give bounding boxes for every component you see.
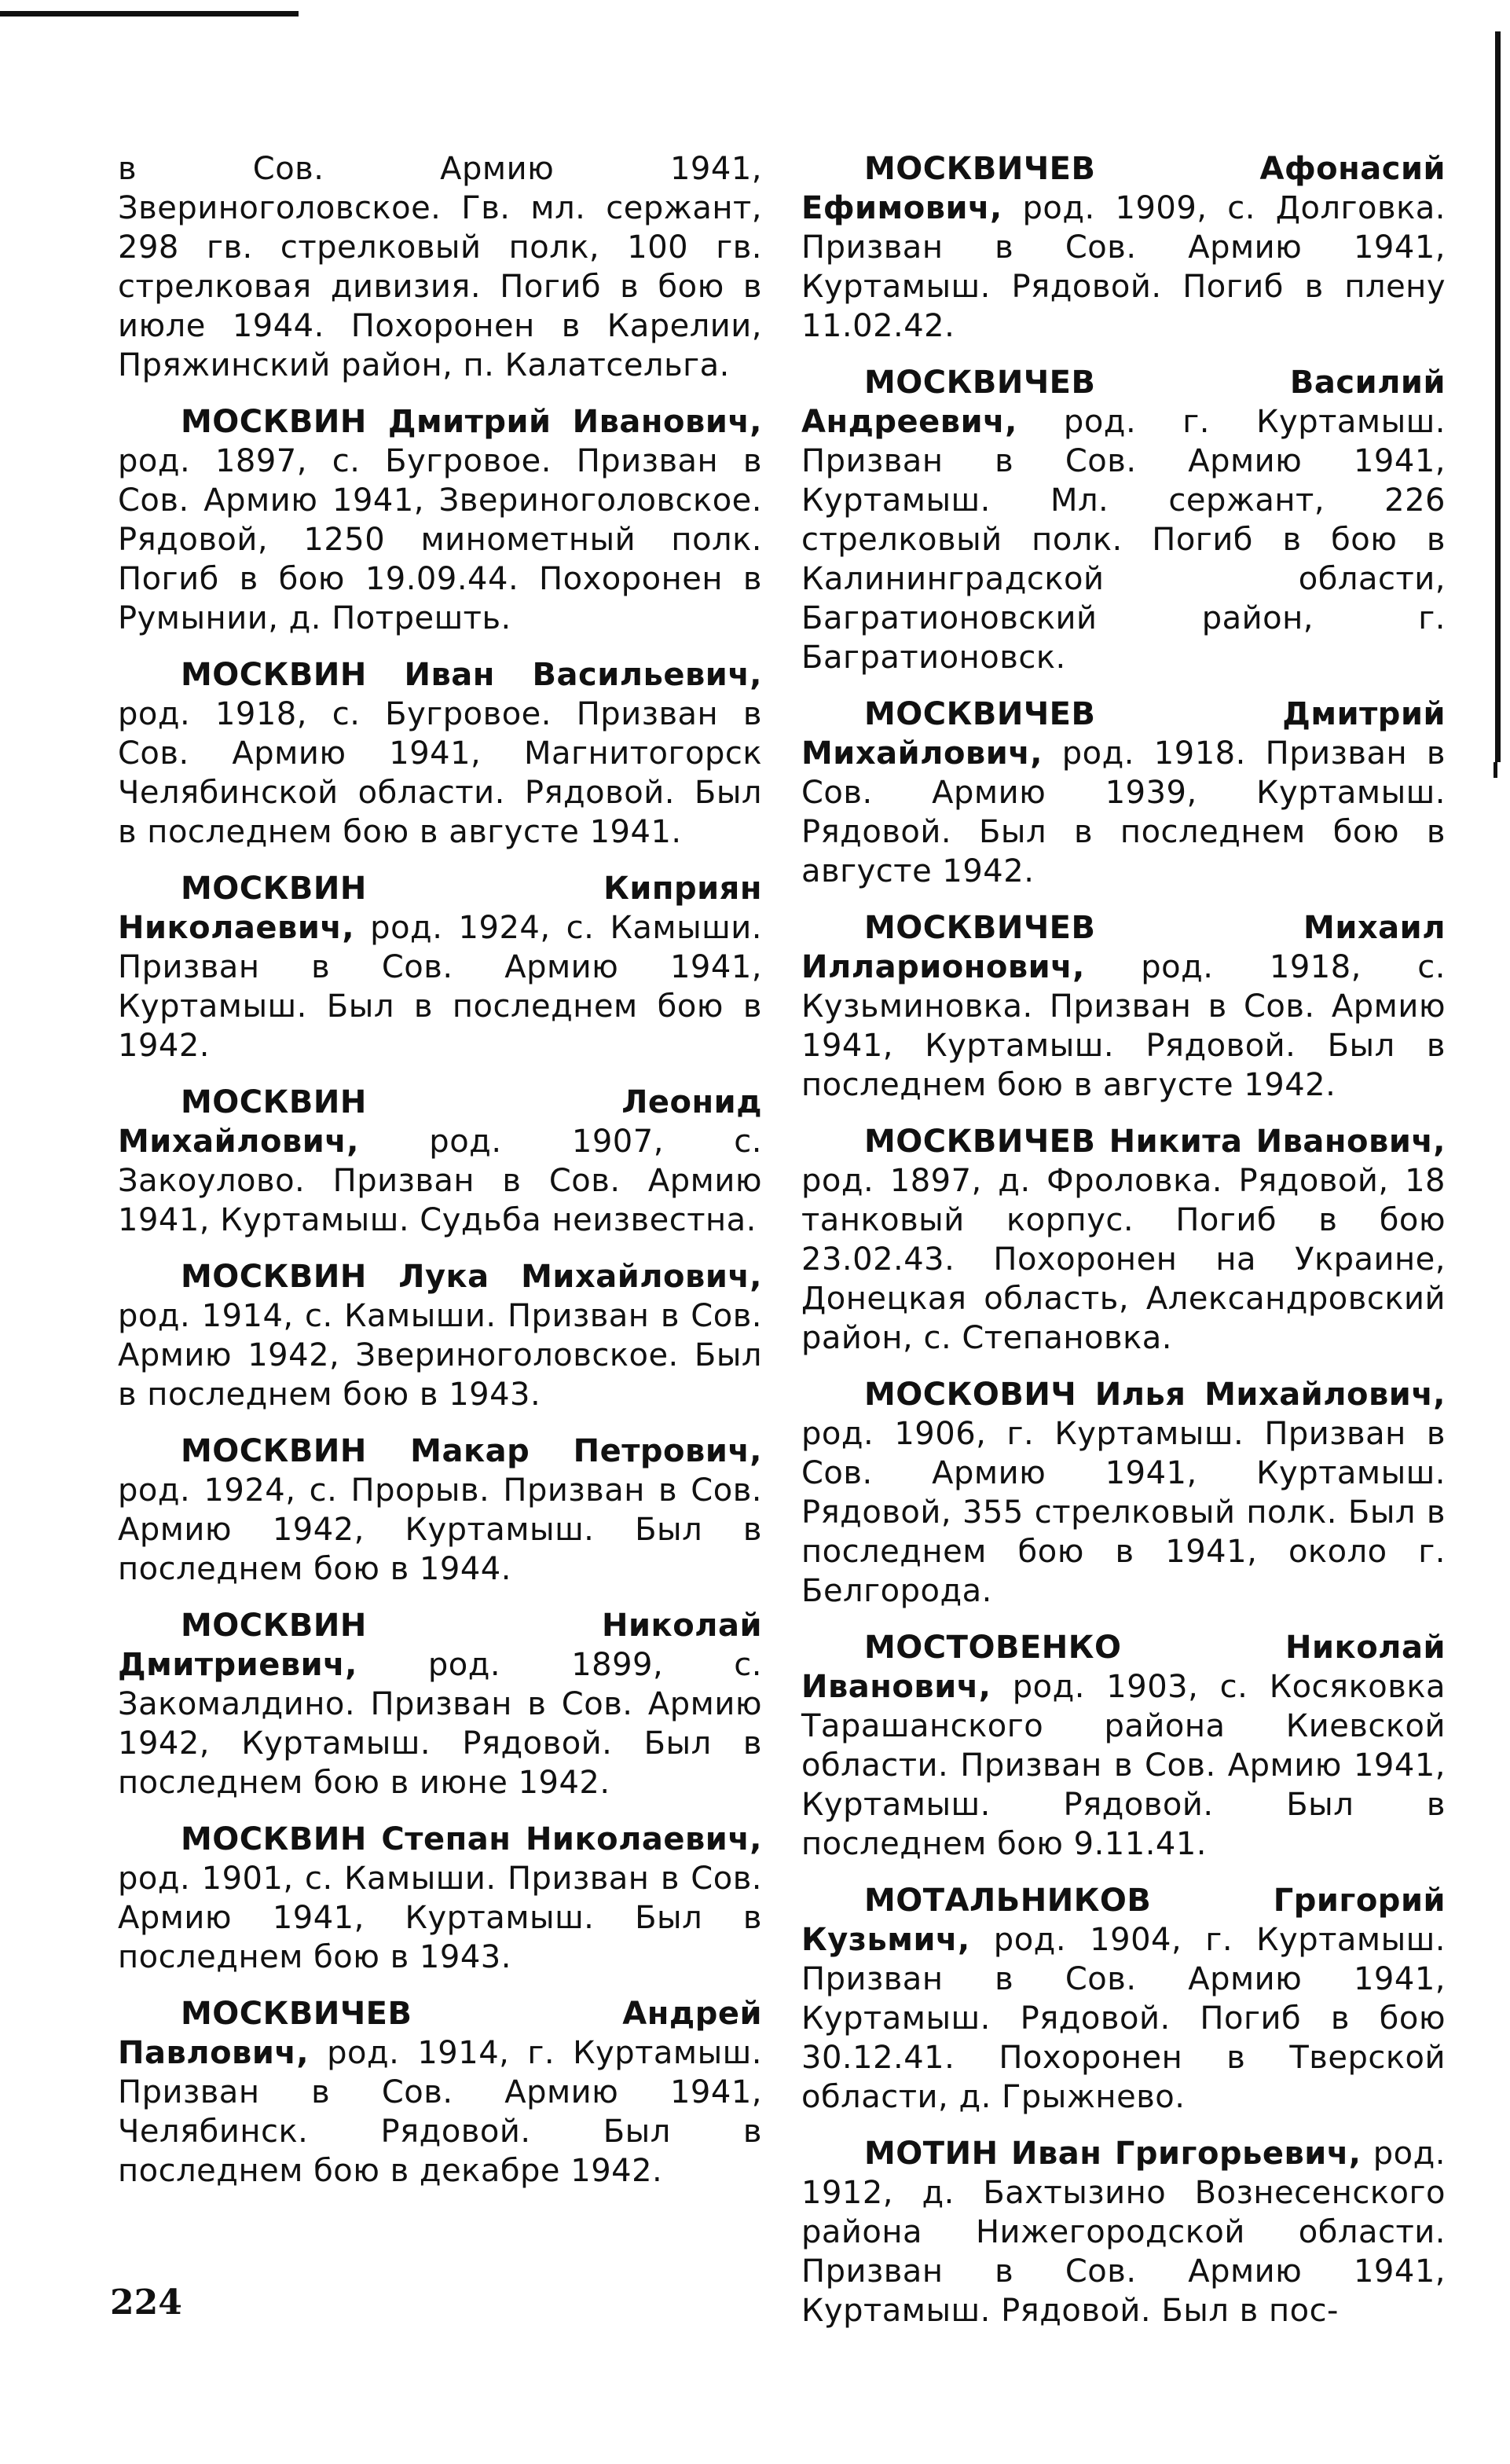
- entry: МОСКВИН Иван Васильевич, род. 1918, с. Бугровое. Призван в Сов. Армию 1941, Магнитогорск Челябинской области. Рядовой. Был в последнем бою в августе 1941.: [118, 657, 762, 850]
- entry: МОСКВИЧЕВ Никита Иванович, род. 1897, д. Фроловка. Рядовой, 18 танковый корпус. Погиб в бою 23.02.43. Похоронен на Украине, Донецкая область, Александровский район, с. Степановка.: [801, 1124, 1446, 1356]
- side-mark: [1494, 762, 1497, 778]
- page-number: 224: [110, 2282, 182, 2323]
- top-rule: [0, 11, 299, 16]
- right-column: [801, 149, 1446, 2348]
- entry: МОТАЛЬНИКОВ Григорий Кузьмич, род. 1904, г. Куртамыш. Призван в Сов. Армию 1941, Куртамыш. Рядовой. Погиб в бою 30.12.41. Похоронен в Тверской области, д. Грыжнево.: [801, 1883, 1446, 2115]
- entry: МОСКВИН Степан Николаевич, род. 1901, с. Камыши. Призван в Сов. Армию 1941, Куртамыш. Был в последнем бою в 1943.: [118, 1821, 762, 1975]
- entry: МОСКВИН Макар Петрович, род. 1924, с. Прорыв. Призван в Сов. Армию 1942, Куртамыш. Был в последнем бою в 1944.: [118, 1433, 762, 1587]
- left-column: [118, 149, 762, 2208]
- entry: МОСКВИН Леонид Михайлович, род. 1907, с. Закоулово. Призван в Сов. Армию 1941, Куртамыш. Судьба неизвестна.: [118, 1084, 762, 1238]
- side-rule: [1495, 31, 1501, 762]
- entry: МОСКВИЧЕВ Михаил Илларионович, род. 1918, с. Кузьминовка. Призван в Сов. Армию 1941, Куртамыш. Рядовой. Был в последнем бою в августе 1942.: [801, 910, 1446, 1103]
- entry: МОСКВИН Лука Михайлович, род. 1914, с. Камыши. Призван в Сов. Армию 1942, Звериноголовское. Был в последнем бою в 1943.: [118, 1259, 762, 1413]
- entry: МОСКОВИЧ Илья Михайлович, род. 1906, г. Куртамыш. Призван в Сов. Армию 1941, Куртамыш. Рядовой, 355 стрелковый полк. Был в последнем бою в 1941, около г. Белгорода.: [801, 1377, 1446, 1609]
- entry: МОСКВИЧЕВ Василий Андреевич, род. г. Куртамыш. Призван в Сов. Армию 1941, Куртамыш. Мл. сержант, 226 стрелковый полк. Погиб в бою в Калининградской области, Багратионовский район, г. Багратионовск.: [801, 365, 1446, 676]
- entry-continuation: в Сов. Армию 1941, Звериноголовское. Гв. мл. сержант, 298 гв. стрелковый полк, 100 гв. стрелковая дивизия. Погиб в бою в июле 1944. Похоронен в Карелии, Пряжинский район, п. Калатсельга.: [118, 151, 762, 383]
- entry: МОСКВИЧЕВ Дмитрий Михайлович, род. 1918. Призван в Сов. Армию 1939, Куртамыш. Рядовой. Был в последнем бою в августе 1942.: [801, 696, 1446, 889]
- entry: МОСКВИН Николай Дмитриевич, род. 1899, с. Закомалдино. Призван в Сов. Армию 1942, Куртамыш. Рядовой. Был в последнем бою в июне 1942.: [118, 1608, 762, 1801]
- entry: МОСКВИН Киприян Николаевич, род. 1924, с. Камыши. Призван в Сов. Армию 1941, Куртамыш. Был в последнем бою в 1942.: [118, 871, 762, 1064]
- entry: МОСТОВЕНКО Николай Иванович, род. 1903, с. Косяковка Тарашанского района Киевской области. Призван в Сов. Армию 1941, Куртамыш. Рядовой. Был в последнем бою 9.11.41.: [801, 1630, 1446, 1862]
- entry: МОСКВИЧЕВ Андрей Павлович, род. 1914, г. Куртамыш. Призван в Сов. Армию 1941, Челябинск. Рядовой. Был в последнем бою в декабре 1942.: [118, 1996, 762, 2189]
- entry: МОСКВИЧЕВ Афонасий Ефимович, род. 1909, с. Долговка. Призван в Сов. Армию 1941, Куртамыш. Рядовой. Погиб в плену 11.02.42.: [801, 151, 1446, 344]
- entry: МОСКВИН Дмитрий Иванович, род. 1897, с. Бугровое. Призван в Сов. Армию 1941, Звериноголовское. Рядовой, 1250 минометный полк. Погиб в бою 19.09.44. Похоронен в Румынии, д. Потрешть.: [118, 404, 762, 636]
- entry: МОТИН Иван Григорьевич, род. 1912, д. Бахтызино Вознесенского района Нижегородской области. Призван в Сов. Армию 1941, Куртамыш. Рядовой. Был в пос-: [801, 2136, 1446, 2329]
